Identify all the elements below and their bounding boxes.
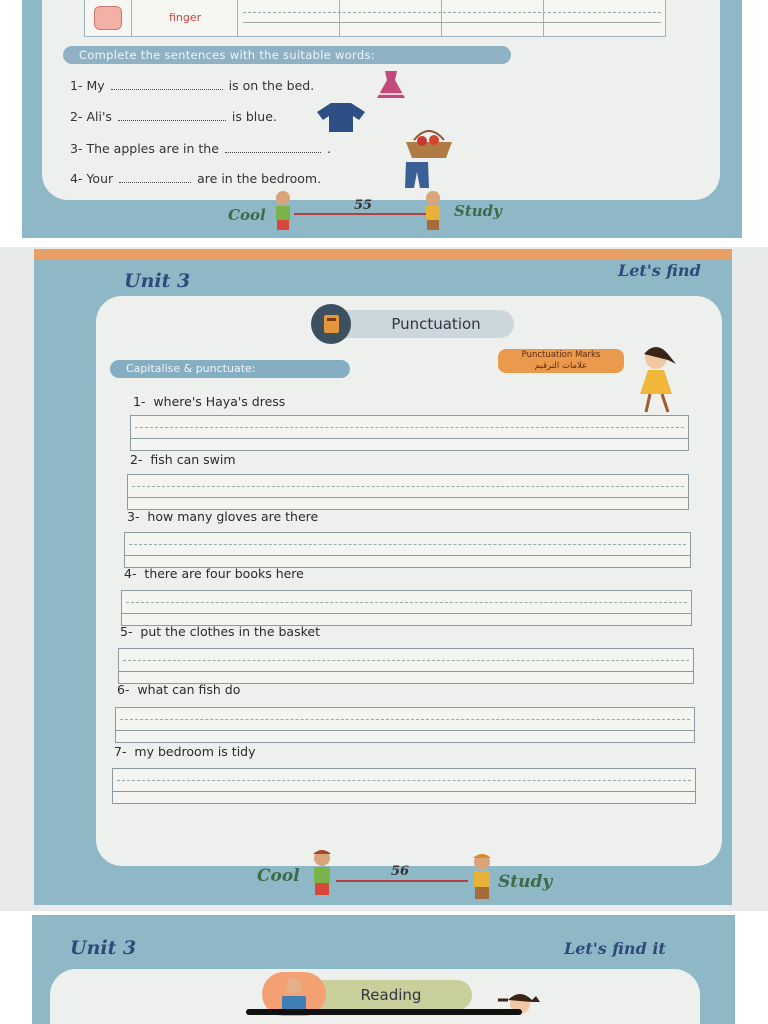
boy-illustration — [418, 190, 448, 234]
item-4 — [124, 566, 304, 581]
sentence-4 — [70, 171, 321, 186]
girl-illustration — [490, 988, 550, 1024]
home-indicator[interactable] — [246, 1009, 522, 1015]
dress-icon — [371, 68, 411, 102]
item-text: there are four books here — [144, 566, 304, 581]
page-number: 56 — [391, 864, 410, 879]
item-text: my bedroom is tidy — [134, 744, 256, 759]
shirt-icon — [315, 100, 367, 134]
item-3 — [127, 509, 318, 524]
jeans-icon — [402, 160, 432, 190]
sentence-end: . — [326, 141, 331, 156]
lesson-title: Reading — [310, 980, 472, 1010]
item-number: 7- — [114, 744, 127, 759]
book-icon — [311, 304, 351, 344]
vocabulary-table — [84, 0, 666, 37]
table-cell — [339, 0, 442, 36]
answer-blank[interactable] — [111, 80, 223, 90]
item-text: what can fish do — [137, 682, 241, 697]
sentence-end: are in the bedroom. — [197, 171, 322, 186]
item-number: 3- — [127, 509, 140, 524]
item-number: 2- — [130, 452, 143, 467]
sentence-start: The apples are in the — [86, 141, 219, 156]
footer-brand-left: Cool — [228, 206, 266, 224]
tug-rope — [294, 213, 434, 215]
answer-box-1[interactable] — [130, 415, 689, 451]
table-cell — [237, 0, 340, 36]
title-icon-badge — [311, 304, 351, 344]
sentence-start: Ali's — [86, 109, 112, 124]
boy-illustration — [268, 190, 298, 234]
item-1 — [133, 394, 285, 409]
basket-icon — [404, 126, 454, 160]
answer-blank[interactable] — [225, 143, 321, 153]
item-number: 5- — [120, 624, 133, 639]
finger-icon — [94, 6, 122, 30]
instruction-banner: Capitalise & punctuate: — [110, 360, 350, 378]
vocab-word: finger — [169, 11, 202, 24]
lesson-title: Punctuation — [330, 310, 514, 338]
answer-box-7[interactable] — [112, 768, 696, 804]
girl-illustration — [628, 344, 698, 416]
sentence-number: 4- — [70, 171, 83, 186]
answer-box-2[interactable] — [127, 474, 689, 510]
item-2 — [130, 452, 236, 467]
item-6 — [117, 682, 240, 697]
answer-blank[interactable] — [119, 173, 191, 183]
badge-label-ar: علامات الترقيم — [534, 361, 588, 371]
sentence-number: 3- — [70, 141, 83, 156]
boy-illustration — [462, 852, 502, 904]
item-text: fish can swim — [150, 452, 236, 467]
item-number: 1- — [133, 394, 146, 409]
item-5 — [120, 624, 320, 639]
sentence-start: Your — [86, 171, 114, 186]
writing-guide — [243, 12, 661, 13]
answer-blank[interactable] — [118, 111, 226, 121]
section-heading: Let's find it — [564, 939, 666, 958]
item-text: how many gloves are there — [147, 509, 319, 524]
unit-heading: Unit 3 — [70, 937, 137, 959]
answer-box-3[interactable] — [124, 532, 691, 568]
tug-rope — [336, 880, 468, 882]
table-cell — [441, 0, 544, 36]
footer-brand-left: Cool — [257, 866, 300, 886]
boy-illustration — [304, 848, 340, 900]
sentence-end: is blue. — [231, 109, 277, 124]
answer-box-5[interactable] — [118, 648, 694, 684]
unit-heading: Unit 3 — [124, 270, 191, 292]
sentence-number: 2- — [70, 109, 83, 124]
sentence-1 — [70, 78, 314, 93]
item-7 — [114, 744, 256, 759]
item-number: 4- — [124, 566, 137, 581]
answer-box-6[interactable] — [115, 707, 695, 743]
sentence-3 — [70, 141, 331, 156]
punctuation-marks-badge — [498, 349, 624, 373]
sentence-start: My — [86, 78, 105, 93]
table-cell — [85, 0, 132, 36]
section-heading: Let's find — [618, 261, 701, 280]
sentence-number: 1- — [70, 78, 83, 93]
footer-brand-right: Study — [498, 872, 553, 892]
item-number: 6- — [117, 682, 130, 697]
item-text: where's Haya's dress — [153, 394, 286, 409]
footer-brand-right: Study — [454, 202, 502, 220]
workbook-page-top — [22, 0, 742, 238]
instruction-banner: Complete the sentences with the suitable words: — [63, 46, 511, 64]
sentence-2 — [70, 109, 277, 124]
page-edge — [34, 249, 732, 259]
answer-box-4[interactable] — [121, 590, 692, 626]
page-number: 55 — [354, 198, 373, 213]
badge-label-en: Punctuation Marks — [521, 350, 601, 360]
writing-guide — [243, 22, 661, 23]
item-text: put the clothes in the basket — [140, 624, 320, 639]
sentence-end: is on the bed. — [228, 78, 315, 93]
